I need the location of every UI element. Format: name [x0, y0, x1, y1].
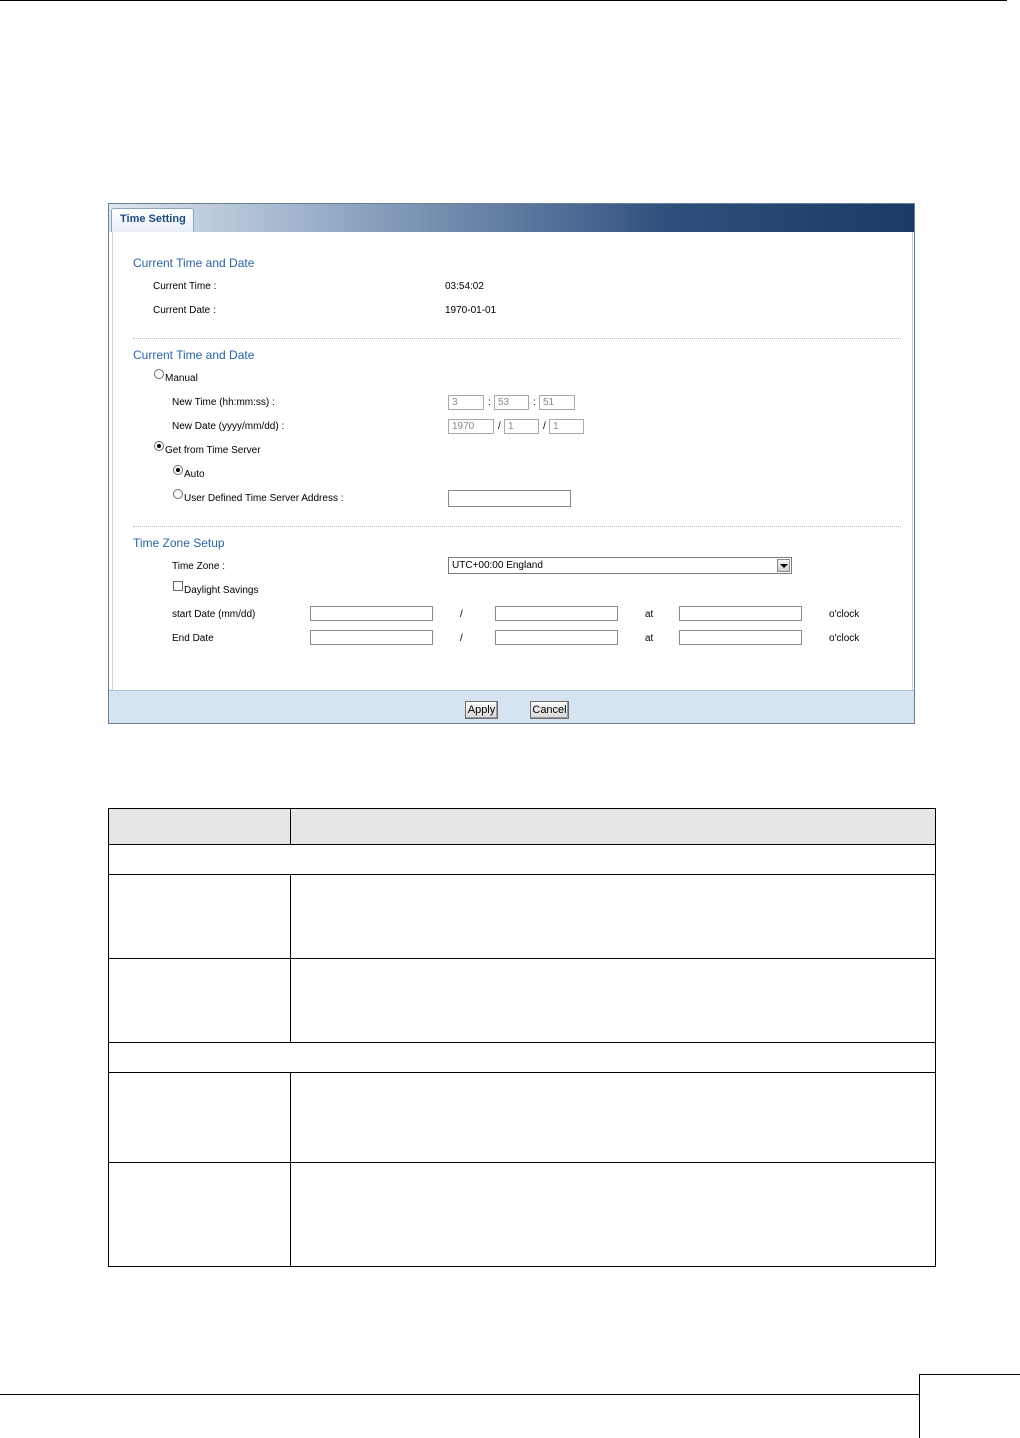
table-header-row: [109, 809, 935, 845]
user-defined-label: User Defined Time Server Address :: [184, 493, 344, 504]
current-date-value: 1970-01-01: [445, 305, 497, 316]
table-label-cell: [109, 1073, 291, 1162]
time-server-radio[interactable]: [154, 441, 164, 451]
manual-label: Manual: [165, 373, 198, 384]
start-date-label: start Date (mm/dd): [172, 609, 256, 620]
date-separator: /: [498, 421, 501, 432]
cancel-button[interactable]: Cancel: [530, 701, 569, 719]
table-label-cell: [109, 959, 291, 1042]
table-label-cell: [109, 875, 291, 958]
time-separator: :: [488, 397, 491, 408]
tab-label: Time Setting: [120, 213, 186, 225]
end-at-label: at: [645, 633, 654, 644]
time-setting-panel: [108, 203, 915, 724]
time-zone-selected-value: UTC+00:00 England: [452, 560, 543, 571]
end-hour-input[interactable]: [679, 630, 802, 645]
new-time-label: New Time (hh:mm:ss) :: [172, 397, 275, 408]
date-separator: /: [543, 421, 546, 432]
footer-rule: [0, 1394, 919, 1395]
start-date-slash: /: [460, 609, 463, 620]
start-at-label: at: [645, 609, 654, 620]
table-label-cell: [109, 1163, 291, 1266]
user-defined-radio[interactable]: [173, 489, 183, 499]
manual-radio[interactable]: [154, 369, 164, 379]
start-hour-input[interactable]: [679, 606, 802, 621]
time-zone-label: Time Zone :: [172, 561, 225, 572]
tab-time-setting[interactable]: [111, 208, 194, 232]
panel-content: [112, 232, 913, 691]
end-date-slash: /: [460, 633, 463, 644]
new-date-label: New Date (yyyy/mm/dd) :: [172, 421, 285, 432]
table-row: [109, 1163, 935, 1266]
daylight-savings-label: Daylight Savings: [184, 585, 259, 596]
table-row: [109, 875, 935, 959]
end-day-input[interactable]: [495, 630, 618, 645]
end-oclock-label: o'clock: [829, 633, 860, 644]
daylight-savings-checkbox[interactable]: [173, 581, 183, 591]
current-time-label: Current Time :: [153, 281, 217, 292]
start-oclock-label: o'clock: [829, 609, 860, 620]
hour-input[interactable]: [448, 395, 484, 410]
table-row: [109, 959, 935, 1043]
time-server-address-input[interactable]: [448, 490, 571, 507]
time-server-label: Get from Time Server: [165, 445, 261, 456]
apply-button[interactable]: Apply: [465, 701, 498, 719]
table-section-row: [109, 1043, 935, 1073]
current-time-heading: Current Time and Date: [133, 256, 255, 270]
second-input[interactable]: [539, 395, 575, 410]
end-month-input[interactable]: [310, 630, 433, 645]
table-header-cell: [109, 809, 291, 844]
time-separator: :: [533, 397, 536, 408]
section-divider: [133, 338, 901, 339]
header-rule: [0, 0, 1007, 1]
start-day-input[interactable]: [495, 606, 618, 621]
page-number-box: [919, 1374, 1020, 1438]
time-setting-heading: Current Time and Date: [133, 348, 255, 362]
table-section-row: [109, 845, 935, 875]
year-input[interactable]: [448, 419, 494, 434]
start-month-input[interactable]: [310, 606, 433, 621]
current-date-label: Current Date :: [153, 305, 216, 316]
chevron-down-icon[interactable]: [777, 559, 790, 572]
day-input[interactable]: [549, 419, 584, 434]
auto-radio[interactable]: [173, 465, 183, 475]
panel-title-bar: [109, 204, 914, 232]
auto-label: Auto: [184, 469, 205, 480]
description-table: [108, 808, 936, 1267]
time-zone-heading: Time Zone Setup: [133, 536, 225, 550]
section-divider: [133, 526, 901, 527]
time-zone-select[interactable]: [448, 557, 792, 574]
minute-input[interactable]: [494, 395, 529, 410]
month-input[interactable]: [504, 419, 539, 434]
end-date-label: End Date: [172, 633, 214, 644]
current-time-value: 03:54:02: [445, 281, 484, 292]
button-bar: [109, 690, 914, 724]
table-row: [109, 1073, 935, 1163]
